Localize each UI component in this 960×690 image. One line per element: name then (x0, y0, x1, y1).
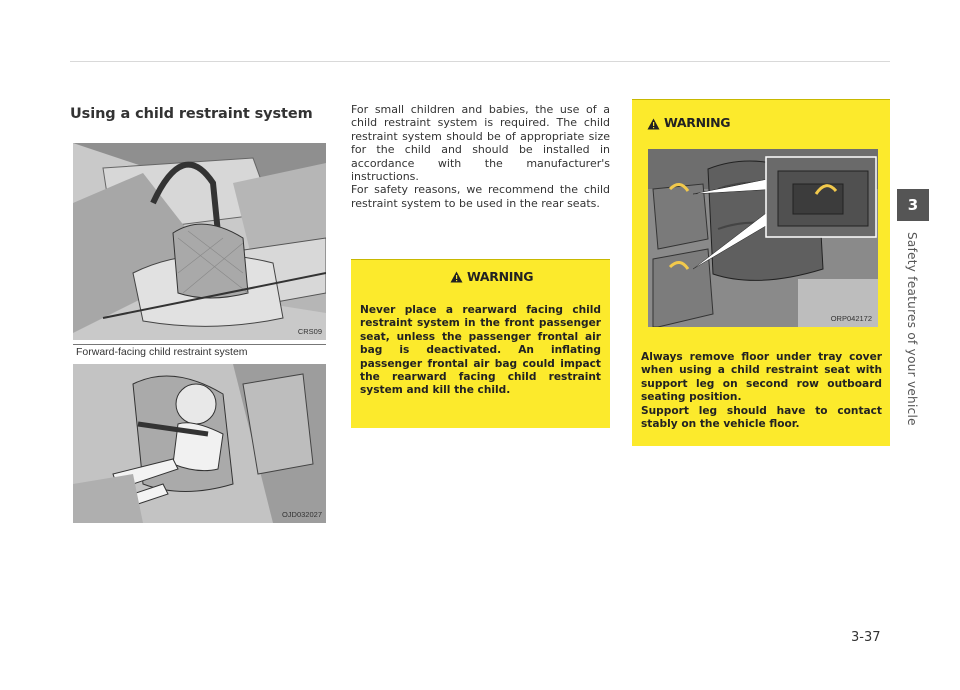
chapter-label (905, 232, 921, 472)
page-number: 3-37 (851, 630, 881, 645)
chapter-title: Safety features of your vehicle (905, 232, 919, 426)
chapter-number: 3 (907, 196, 919, 214)
forward-facing-illustration (73, 364, 326, 523)
warning-title: WARNING (664, 115, 731, 130)
figure-code: ORP042172 (830, 314, 872, 323)
warning-box (351, 259, 610, 428)
figure-code: CRS09 (297, 327, 322, 336)
body-text (351, 103, 610, 210)
figure-floor-tray (648, 149, 878, 327)
top-rule (70, 61, 890, 62)
figure-code: OJD032027 (281, 510, 322, 519)
section-heading: Using a child restraint system (70, 106, 313, 122)
figure-infant-carrier (73, 143, 326, 340)
warning-paragraph: Support leg should have to contact stably on the vehicle floor. (641, 404, 882, 431)
warning-text (360, 304, 601, 398)
caption-rule (73, 344, 326, 345)
warning-triangle-icon (647, 118, 660, 130)
warning-triangle-icon (450, 271, 463, 283)
infant-carrier-illustration (73, 143, 326, 340)
body-paragraph: For small children and babies, the use of a child restraint system is required. The child restraint system should be of appropriate size for the child and should be installed in accordance with the manufacturer's instructions. (351, 103, 610, 184)
warning-title: WARNING (467, 269, 534, 284)
warning-text (641, 351, 882, 431)
chapter-tab[interactable] (897, 189, 929, 221)
figure-caption: Forward-facing child restraint system (76, 346, 248, 358)
warning-paragraph: Always remove floor under tray cover when using a child restraint seat with support leg on second row outboard seating position. (641, 351, 882, 404)
body-paragraph: For safety reasons, we recommend the child restraint system to be used in the rear seats. (351, 183, 610, 210)
figure-forward-facing-seat (73, 364, 326, 523)
warning-paragraph: Never place a rearward facing child restraint system in the front passenger seat, unless the passenger frontal air bag is deactivated. An inflating passenger frontal air bag could impact the rearward facing child restraint system and kill the child. (360, 304, 601, 397)
floor-tray-illustration (648, 149, 878, 327)
